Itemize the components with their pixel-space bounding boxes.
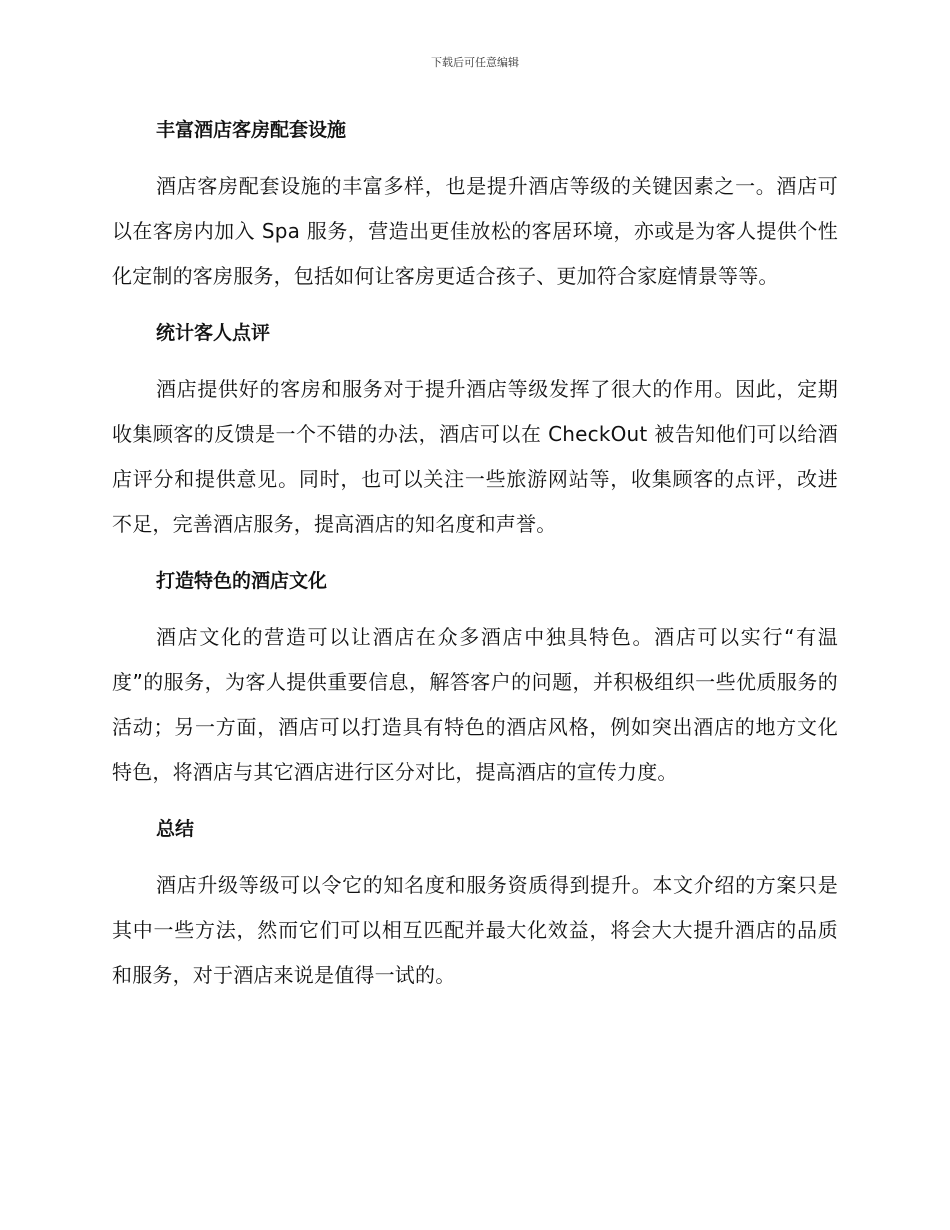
section <box>112 110 838 299</box>
section-heading: 统计客人点评 <box>156 322 271 344</box>
section-paragraph: 酒店提供好的客房和服务对于提升酒店等级发挥了很大的作用。因此，定期收集顾客的反馈是一个不错的办法，酒店可以在 CheckOut 被告知他们可以给酒店评分和提供意见。同时，也可以关注一些旅游网站等，收集顾客的点评，改进不足，完善酒店服务，提高酒店的知名度和声誉。 <box>112 377 838 536</box>
document-body <box>112 110 838 998</box>
section-paragraph: 酒店客房配套设施的丰富多样，也是提升酒店等级的关键因素之一。酒店可以在客房内加入 Spa 服务，营造出更佳放松的客居环境，亦或是为客人提供个性化定制的客房服务，包括如何让客房更适合孩子、更加符合家庭情景等等。 <box>112 174 838 288</box>
section-heading: 总结 <box>156 818 195 840</box>
section-heading: 丰富酒店客房配套设施 <box>156 119 347 141</box>
section <box>112 561 838 795</box>
section <box>112 809 838 998</box>
section <box>112 313 838 547</box>
section-paragraph: 酒店文化的营造可以让酒店在众多酒店中独具特色。酒店可以实行“有温度”的服务，为客人提供重要信息，解答客户的问题，并积极组织一些优质服务的活动；另一方面，酒店可以打造具有特色的酒店风格，例如突出酒店的地方文化特色，将酒店与其它酒店进行区分对比，提高酒店的宣传力度。 <box>112 625 838 784</box>
section-heading: 打造特色的酒店文化 <box>156 570 328 592</box>
page-header: 下载后可任意编辑 <box>431 56 519 69</box>
section-paragraph: 酒店升级等级可以令它的知名度和服务资质得到提升。本文介绍的方案只是其中一些方法，然而它们可以相互匹配并最大化效益，将会大大提升酒店的品质和服务，对于酒店来说是值得一试的。 <box>112 873 838 987</box>
